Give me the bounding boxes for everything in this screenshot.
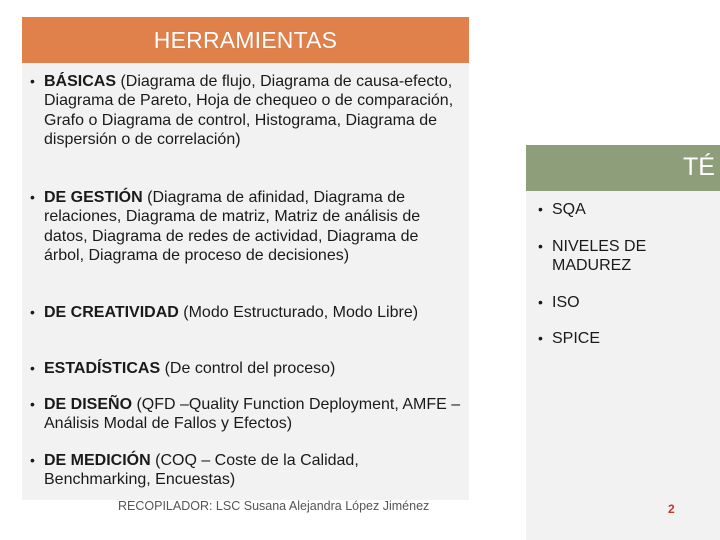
tools-list-d [22, 359, 472, 378]
right-header [526, 145, 720, 191]
left-header [22, 17, 469, 63]
list-item-diseno [22, 395, 462, 434]
techniques-list-b [530, 237, 690, 276]
item-detail: (De control del proceso) [160, 360, 336, 377]
list-item-iso: • ISO [530, 293, 710, 312]
item-label: BÁSICAS [44, 73, 117, 90]
tools-list-f [22, 451, 462, 490]
tools-list-c [22, 303, 442, 322]
list-item-basicas [22, 72, 462, 149]
list-item-gestion [22, 188, 462, 265]
techniques-list-a [530, 200, 710, 219]
item-label: DE GESTIÓN [44, 189, 143, 206]
footer-credit: RECOPILADOR: LSC Susana Alejandra López Jiménez [118, 499, 430, 513]
list-item-niveles: • NIVELES DE MADUREZ [530, 237, 690, 276]
item-detail: (Modo Estructurado, Modo Libre) [178, 304, 419, 321]
tools-list-a [22, 72, 462, 149]
techniques-list-c [530, 293, 710, 312]
item-label: DE DISEÑO [44, 396, 133, 413]
list-item-medicion [22, 451, 462, 490]
list-item-spice: • SPICE [530, 329, 710, 348]
tools-list-e [22, 395, 462, 434]
right-title: TÉ [683, 153, 715, 181]
left-title: HERRAMIENTAS [153, 26, 338, 53]
item-detail: (QFD –Quality Function Deployment, AMFE –Análisis Modal de Fallos y Efectos) [44, 396, 461, 433]
list-item-sqa: • SQA [530, 200, 710, 219]
item-detail: (COQ – Coste de la Calidad, Benchmarking, Encuestas) [44, 452, 359, 489]
item-label: ESTADÍSTICAS [44, 360, 161, 377]
item-detail: (Diagrama de flujo, Diagrama de causa-efecto, Diagrama de Pareto, Hoja de chequeo o de comparación, Grafo o Diagrama de control, Histograma, Diagrama de dispersión o de correlación) [44, 73, 454, 148]
list-item-creatividad [22, 303, 442, 322]
item-detail: (Diagrama de afinidad, Diagrama de relaciones, Diagrama de matriz, Matriz de análisis de datos, Diagrama de redes de actividad, Diagrama de árbol, Diagrama de proceso de decisiones) [44, 189, 421, 264]
item-label: DE MEDICIÓN [44, 452, 151, 469]
tools-list-b [22, 188, 462, 265]
item-label: DE CREATIVIDAD [44, 304, 179, 321]
list-item-estadisticas [22, 359, 472, 378]
page-number: 2 [668, 502, 675, 516]
techniques-list-d [530, 329, 710, 348]
